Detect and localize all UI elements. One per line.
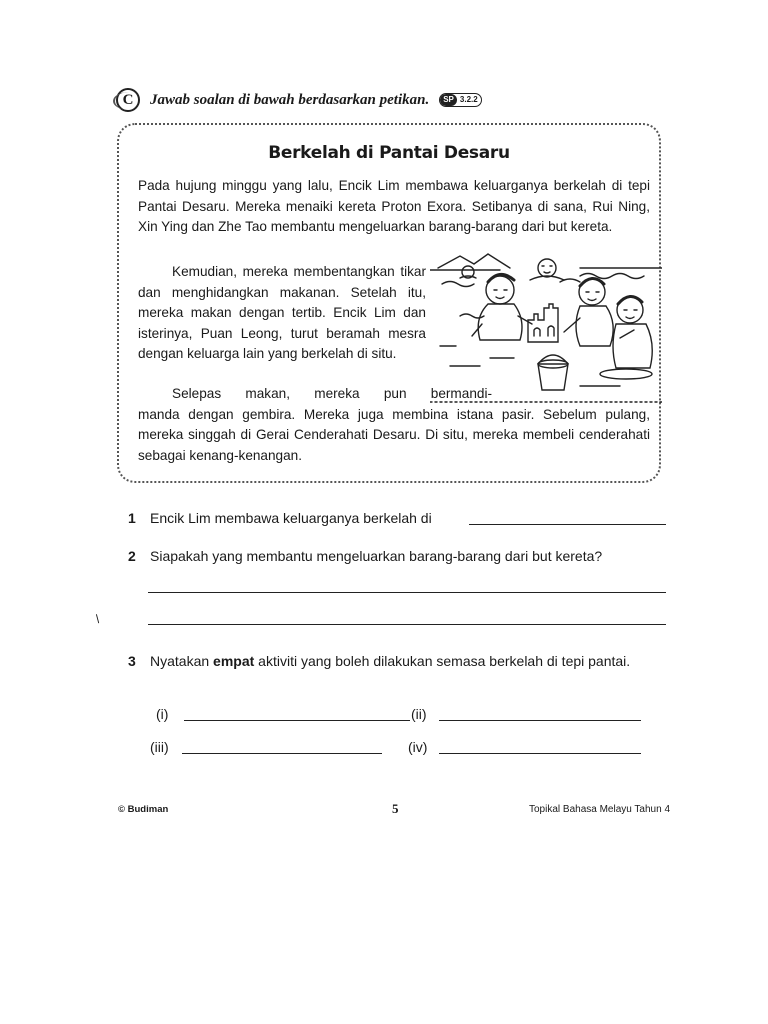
- question-1-answer-line[interactable]: [469, 524, 666, 525]
- question-2-text: Siapakah yang membantu mengeluarkan barang-barang dari but kereta?: [150, 548, 603, 564]
- footer-publisher: © Budiman: [118, 804, 169, 815]
- sp-badge: [439, 93, 481, 107]
- question-3-text: [150, 651, 666, 672]
- beach-picnic-illustration: [430, 246, 662, 404]
- footer-page-number: 5: [392, 801, 399, 816]
- question-3-text-after: aktiviti yang boleh dilakukan semasa berkelah di tepi pantai.: [258, 653, 631, 669]
- option-answer-line[interactable]: [184, 720, 410, 721]
- sp-badge-prefix: SP: [440, 94, 457, 106]
- passage-paragraph-3-rest: manda dengan gembira. Mereka juga membina istana pasir. Sebelum pulang, mereka singgah di Gerai Cenderahati Desaru. Di situ, mereka membeli cenderahati sebagai kenang-kenangan.: [138, 406, 650, 463]
- option-answer-line[interactable]: [182, 753, 382, 754]
- instruction-header: [116, 88, 516, 112]
- c-logo-icon: C: [116, 88, 140, 112]
- question-2: [128, 546, 668, 636]
- question-3-text-bold: empat: [213, 653, 255, 669]
- stray-mark: /: [92, 612, 103, 626]
- option-answer-line[interactable]: [439, 720, 641, 721]
- option-answer-line[interactable]: [439, 753, 641, 754]
- passage-title: Berkelah di Pantai Desaru: [268, 143, 510, 163]
- option-label: (i): [156, 706, 169, 722]
- question-3: [128, 651, 668, 761]
- passage-paragraph-1: Pada hujung minggu yang lalu, Encik Lim membawa keluarganya berkelah di tepi Pantai Desaru. Mereka menaiki kereta Proton Exora. Setibanya di sana, Rui Ning, Xin Ying dan Zhe Tao membantu mengeluarkan barang-barang dari but kereta.: [138, 178, 650, 234]
- passage-paragraph-2: Kemudian, mereka membentangkan tikar dan menghidangkan makanan. Setelah itu, mereka makan dengan tertib. Encik Lim dan isterinya, Puan Leong, turut beramah mesra dengan keluarga lain yang berkelah di situ.: [138, 264, 426, 361]
- option-label: (iv): [408, 739, 428, 755]
- question-1-number: 1: [128, 510, 136, 526]
- question-3-number: 3: [128, 653, 136, 669]
- option-label: (iii): [150, 739, 169, 755]
- question-2-number: 2: [128, 548, 136, 564]
- option-label: (ii): [411, 706, 427, 722]
- question-1-text: Encik Lim membawa keluarganya berkelah di: [150, 510, 432, 526]
- question-2-answer-line-2[interactable]: [148, 624, 666, 625]
- question-3-text-before: Nyatakan: [150, 653, 210, 669]
- footer-book-title: Topikal Bahasa Melayu Tahun 4: [529, 804, 671, 815]
- instruction-text: Jawab soalan di bawah berdasarkan petikan.: [150, 91, 430, 108]
- passage-paragraph-3-line1: Selepas makan, mereka pun bermandi-: [172, 386, 492, 401]
- sp-badge-code: 3.2.2: [459, 95, 478, 104]
- question-2-answer-line-1[interactable]: [148, 592, 666, 593]
